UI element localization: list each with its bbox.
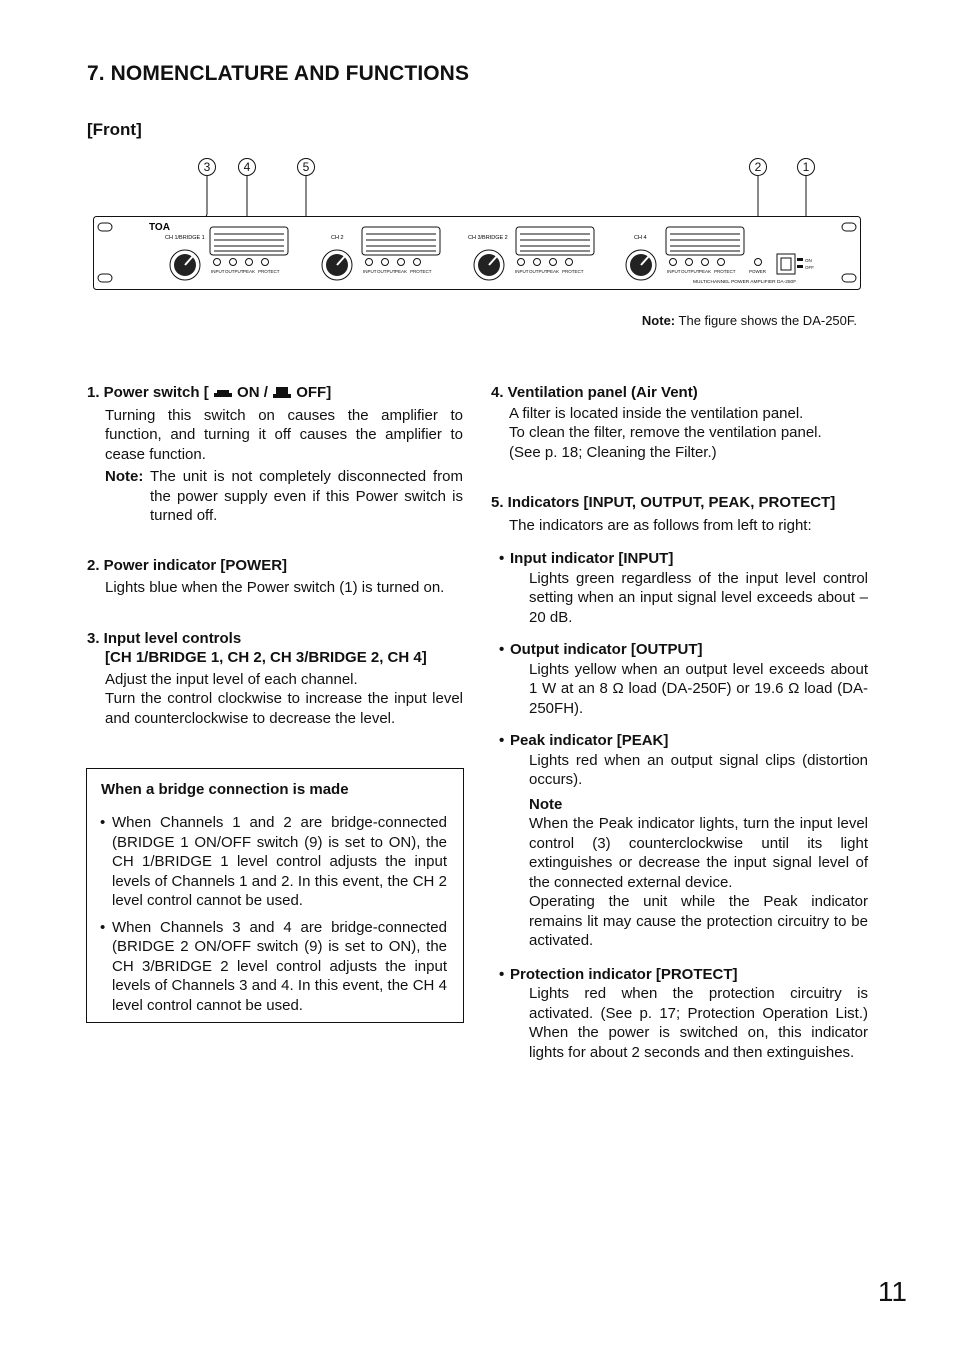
section-2-heading: 2. Power indicator [POWER] xyxy=(87,556,288,574)
power-label: POWER xyxy=(749,269,767,274)
ind-label-peak-4: PEAK xyxy=(699,269,712,274)
section-4-line-2: To clean the filter, remove the ventilation panel. xyxy=(509,424,822,441)
section-5-intro: The indicators are as follows from left to right: xyxy=(509,516,812,534)
section-1-note-text: The unit is not completely disconnected from the power supply even if this Power switch is turned off. xyxy=(150,468,463,524)
ind-label-input-2: INPUT xyxy=(363,269,377,274)
figure-note xyxy=(642,313,857,328)
ch-label-4: CH 4 xyxy=(634,235,647,241)
ch-label-2: CH 2 xyxy=(331,235,344,241)
s1-head-a: 1. Power switch [ xyxy=(87,384,209,401)
box-bullet-1: • When Channels 1 and 2 are bridge-connected (BRIDGE 1 ON/OFF switch (9) is set to ON), the CH 1/BRIDGE 1 level control adjusts the input levels of Channels 1 and 2. In this event, the CH 2 level control cannot be used. xyxy=(100,813,447,911)
callout-3: 3 xyxy=(198,158,216,176)
figure-note-label: Note: xyxy=(641,313,676,328)
page-title: 7. NOMENCLATURE AND FUNCTIONS xyxy=(87,62,470,85)
front-panel-figure xyxy=(93,216,861,290)
section-subtitle: [Front] xyxy=(87,120,142,139)
ind-label-input-4: INPUT xyxy=(667,269,681,274)
ind-label-peak-1: PEAK xyxy=(243,269,256,274)
output-indicator-heading: • Output indicator [OUTPUT] xyxy=(491,640,868,660)
peak-note-body-1: When the Peak indicator lights, turn the input level control (3) counterclockwise until its light extinguishes or decrease the input signal level of the connected external device. xyxy=(529,815,868,891)
ind-label-protect-3: PROTECT xyxy=(562,269,584,274)
ind-label-protect-1: PROTECT xyxy=(258,269,280,274)
section-2-body: Lights blue when the Power switch (1) is turned on. xyxy=(105,579,445,596)
s1-head-c: OFF] xyxy=(292,384,332,401)
protect-indicator-heading: • Protection indicator [PROTECT] xyxy=(491,965,868,985)
section-4-line-1: A filter is located inside the ventilation panel. xyxy=(509,404,804,422)
switch-on-label: ON xyxy=(805,258,812,263)
section-1-heading xyxy=(87,383,463,403)
ind-label-output-1: OUTPUT xyxy=(225,269,244,274)
ind-label-protect-2: PROTECT xyxy=(410,269,432,274)
callout-4: 4 xyxy=(238,158,256,176)
ch-label-1: CH 1/BRIDGE 1 xyxy=(165,235,205,241)
protect-indicator-body: Lights red when the protection circuitry is activated. (See p. 17; Protection Operation List.) When the power is switched on, this indicator lights for about 2 seconds and then extinguishes. xyxy=(529,985,868,1061)
page-number: 11 xyxy=(877,1276,907,1307)
callout-1: 1 xyxy=(797,158,815,176)
peak-indicator-body: Lights red when an output signal clips (distortion occurs). xyxy=(529,751,868,788)
switch-on-symbol-icon xyxy=(213,388,233,398)
ind-label-input-3: INPUT xyxy=(515,269,529,274)
bridge-connection-box xyxy=(86,768,464,1023)
section-3-body-1: Adjust the input level of each channel. xyxy=(105,670,358,688)
ind-label-protect-4: PROTECT xyxy=(714,269,736,274)
peak-note-heading: Note xyxy=(529,795,563,813)
output-indicator-body: Lights yellow when an output level exceeds about 1 W at an 8 Ω load (DA-250F) or 19.6 Ω load (DA-250FH). xyxy=(529,660,868,717)
panel-brand: TOA xyxy=(149,222,170,233)
section-4-line-3: (See p. 18; Cleaning the Filter.) xyxy=(509,443,717,461)
ind-label-output-2: OUTPUT xyxy=(377,269,396,274)
right-column xyxy=(491,383,868,1062)
section-3-heading-1: 3. Input level controls xyxy=(87,629,242,647)
s1-head-b: ON / xyxy=(232,384,273,401)
section-3-body-2: Turn the control clockwise to increase the input level and counterclockwise to decrease the level. xyxy=(105,690,463,727)
section-4-heading: 4. Ventilation panel (Air Vent) xyxy=(491,384,698,401)
box-content xyxy=(100,813,447,1015)
switch-off-symbol-icon xyxy=(272,387,292,399)
section-1-note xyxy=(105,467,463,526)
peak-indicator-heading: • Peak indicator [PEAK] xyxy=(491,731,868,751)
left-column xyxy=(87,383,463,728)
box-title: When a bridge connection is made xyxy=(101,781,349,798)
section-3-heading-2: [CH 1/BRIDGE 1, CH 2, CH 3/BRIDGE 2, CH 4] xyxy=(105,649,427,666)
box-bullet-2: • When Channels 3 and 4 are bridge-connected (BRIDGE 2 ON/OFF switch (9) is set to ON), the CH 3/BRIDGE 2 level control adjusts the input levels of Channels 3 and 4. In this event, the CH 4 level control cannot be used. xyxy=(100,918,447,1016)
section-1-note-label: Note: xyxy=(105,468,144,485)
peak-note-body-2: Operating the unit while the Peak indicator remains lit may cause the protection circuitry to be activated. xyxy=(529,893,868,949)
callout-2: 2 xyxy=(749,158,767,176)
model-text: MULTICHANNEL POWER AMPLIFIER DA-250F xyxy=(693,280,797,285)
ind-label-output-4: OUTPUT xyxy=(681,269,700,274)
input-indicator-heading: • Input indicator [INPUT] xyxy=(491,549,868,569)
ch-label-3: CH 3/BRIDGE 2 xyxy=(468,235,508,241)
callout-5: 5 xyxy=(297,158,315,176)
ind-label-peak-2: PEAK xyxy=(395,269,408,274)
section-5-heading: 5. Indicators [INPUT, OUTPUT, PEAK, PROTECT] xyxy=(491,494,836,511)
switch-off-label: OFF xyxy=(805,265,814,270)
ind-label-output-3: OUTPUT xyxy=(529,269,548,274)
figure-note-text: The figure shows the DA-250F. xyxy=(675,313,857,328)
ind-label-peak-3: PEAK xyxy=(547,269,560,274)
section-1-body: Turning this switch on causes the amplifier to function, and turning it off causes the amplifier to cease function. xyxy=(105,406,463,463)
ind-label-input-1: INPUT xyxy=(211,269,225,274)
input-indicator-body: Lights green regardless of the input level control setting when an input signal level exceeds about –20 dB. xyxy=(529,569,868,626)
